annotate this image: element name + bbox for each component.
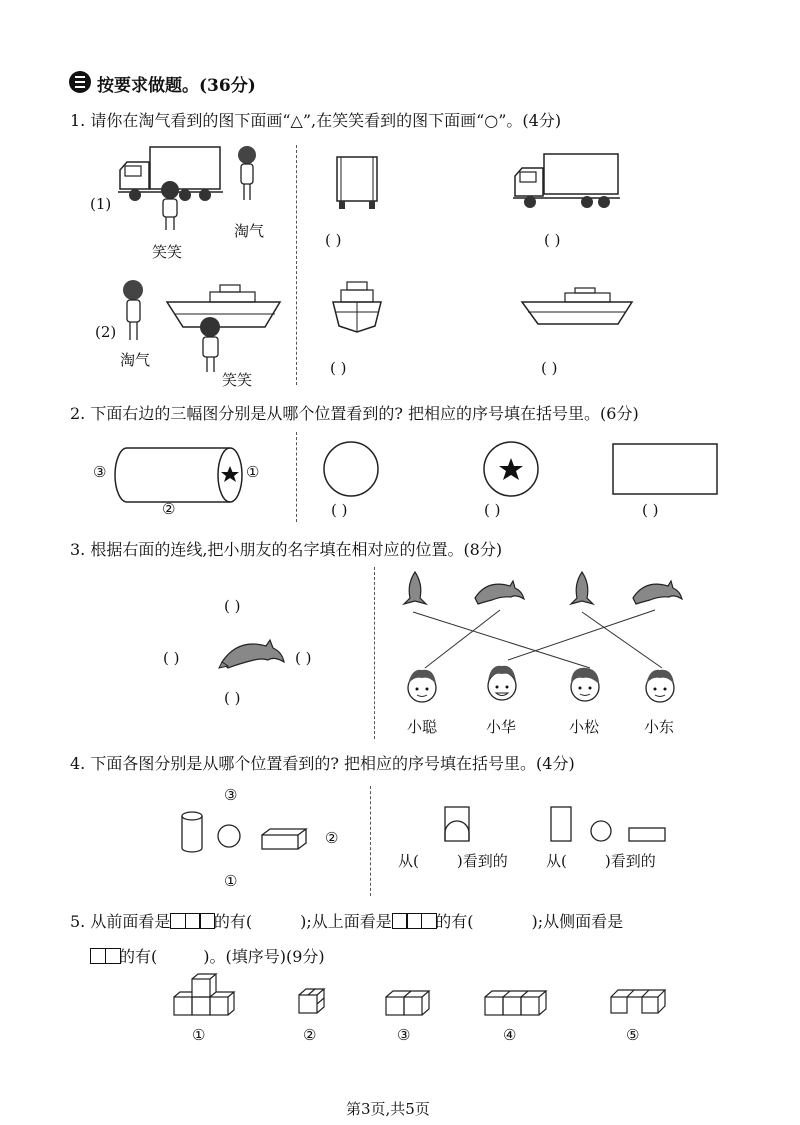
position-3-label: ③	[224, 786, 238, 804]
question-3-text: 3. 根据右面的连线,把小朋友的名字填在相对应的位置。(8分)	[70, 540, 503, 559]
cube-figure-4	[482, 987, 552, 1022]
cube-figure-2	[296, 985, 336, 1020]
two-square-side-icon	[90, 947, 119, 966]
kid-name-label: 小聪	[407, 718, 438, 736]
kid-face-icon	[482, 660, 522, 708]
q5-text-b: 的有(	[213, 912, 253, 931]
position-2-label: ②	[162, 500, 176, 518]
answer-blank[interactable]: ( )	[541, 359, 558, 377]
cylinder-object	[178, 810, 208, 855]
q5-text-a: 5. 从前面看是	[70, 912, 171, 931]
position-1-label: ①	[246, 463, 260, 481]
cube-figure-5	[608, 985, 668, 1023]
answer-blank-view-b[interactable]	[546, 850, 656, 871]
kid-name-label: 小松	[569, 718, 600, 736]
sphere-object	[215, 822, 243, 850]
three-square-top-icon	[392, 912, 436, 931]
figure-label: ①	[192, 1026, 206, 1044]
answer-blank[interactable]: ( )	[642, 501, 659, 519]
from-prefix: 从(	[398, 852, 419, 870]
cube-figure-1	[170, 975, 240, 1020]
kid-name-label: 小东	[644, 718, 675, 736]
q5-text-g: )。(填序号)(9分)	[203, 947, 325, 966]
answer-blank[interactable]: ( )	[325, 231, 342, 249]
answer-blank-bottom[interactable]: ( )	[224, 689, 241, 707]
position-3-label: ③	[93, 463, 107, 481]
answer-blank[interactable]: ( )	[484, 501, 501, 519]
from-suffix: )看到的	[604, 852, 656, 870]
figure-label: ⑤	[626, 1026, 640, 1044]
answer-blank[interactable]: ( )	[330, 359, 347, 377]
answer-blank[interactable]: ( )	[331, 501, 348, 519]
position-1-label: ①	[224, 872, 238, 890]
answer-blank[interactable]: ( )	[544, 231, 561, 249]
figure-label: ④	[503, 1026, 517, 1044]
kid-name-label: 小华	[486, 718, 517, 736]
question-4-text: 4. 下面各图分别是从哪个位置看到的? 把相应的序号填在括号里。(4分)	[70, 754, 575, 773]
from-prefix: 从(	[546, 852, 567, 870]
page-number: 第3页,共5页	[346, 1100, 430, 1118]
question-5-line-1	[70, 909, 623, 932]
cube-figure-3	[383, 987, 433, 1022]
q5-text-c: );从上面看是	[300, 912, 392, 931]
answer-blank-right[interactable]: ( )	[295, 649, 312, 667]
figure-label: ②	[303, 1026, 317, 1044]
position-2-label: ②	[325, 829, 339, 847]
question-2-text: 2. 下面右边的三幅图分别是从哪个位置看到的? 把相应的序号填在括号里。(6分)	[70, 404, 639, 423]
from-suffix: )看到的	[456, 852, 508, 870]
label-xiaoxiao: 笑笑	[152, 243, 183, 261]
three-square-front-icon	[170, 912, 214, 931]
answer-blank-top[interactable]: ( )	[224, 597, 241, 615]
q5-text-d: 的有(	[435, 912, 474, 931]
row-2-label: (2)	[95, 323, 117, 341]
divider	[370, 786, 371, 896]
answer-blank-left[interactable]: ( )	[163, 649, 180, 667]
q5-text-f: 的有(	[119, 947, 158, 966]
view-a-figure	[440, 805, 475, 845]
kid-face-icon	[640, 664, 680, 709]
kid-face-icon	[565, 662, 605, 708]
label-taoqi: 淘气	[234, 222, 265, 240]
row-1-label: (1)	[90, 195, 112, 213]
figure-label: ③	[397, 1026, 411, 1044]
view-b-figure	[545, 805, 675, 845]
answer-blank-view-a[interactable]	[398, 850, 508, 871]
label-taoqi: 淘气	[120, 351, 151, 369]
section-title: 按要求做题。(36分)	[97, 76, 256, 96]
label-xiaoxiao: 笑笑	[222, 371, 253, 389]
cuboid-object	[260, 827, 310, 852]
q5-text-e: );从侧面看是	[531, 912, 624, 931]
kid-face-icon	[402, 664, 442, 709]
question-1-text: 1. 请你在淘气看到的图下面画“△”,在笑笑看到的图下面画“○”。(4分)	[70, 111, 562, 130]
question-5-line-2	[90, 944, 325, 967]
